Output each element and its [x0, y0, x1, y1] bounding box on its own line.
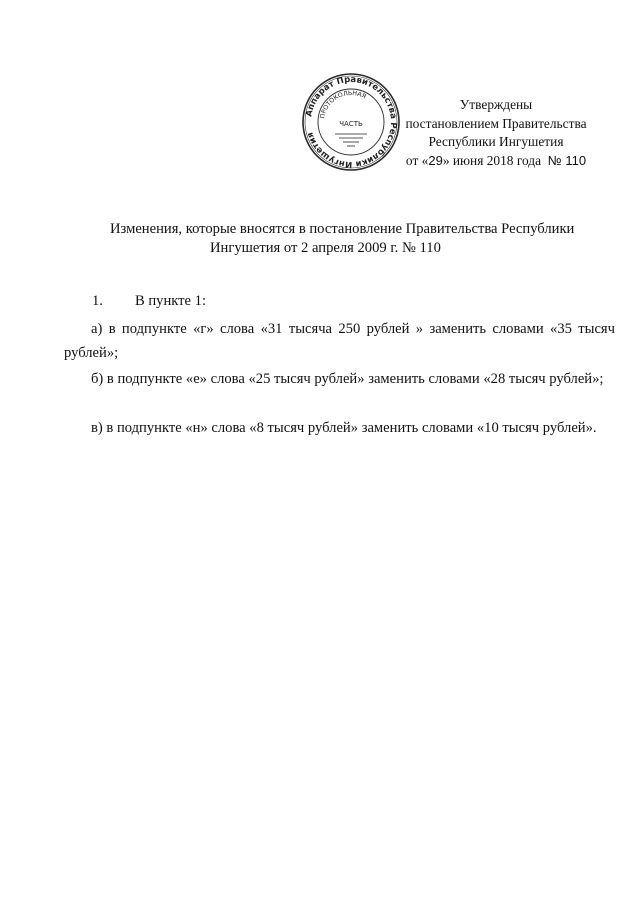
- document-title: [60, 220, 640, 258]
- point-number: 1.: [92, 293, 103, 309]
- seal-outer-text: Аппарат Правительства Республики Ингушетия: [304, 74, 399, 170]
- point-heading: [92, 293, 206, 310]
- approval-republic: Республики Ингушетия: [428, 134, 564, 149]
- seal-inner-text: ПРОТОКОЛЬНАЯ: [319, 89, 368, 120]
- approval-heading: Утверждены: [459, 97, 533, 112]
- subitem-c: в) в подпункте «н» слова «8 тысяч рублей» заменить словами «10 тысяч рублей».: [91, 420, 597, 436]
- date-prefix: от «: [405, 152, 429, 168]
- subitem-a: а) в подпункте «г» слова «31 тысяча 250 рублей » заменить словами «35 тысяч рублей»;: [64, 321, 615, 361]
- resolution-number: № 110: [547, 152, 587, 168]
- date-day: 29: [428, 152, 443, 168]
- title-line-1: Изменения, которые вносятся в постановление Правительства Республики: [110, 221, 575, 237]
- date-rest: » июня 2018 года: [442, 152, 542, 168]
- approval-resolution: постановлением Правительства: [405, 115, 587, 131]
- title-line-2: Ингушетия от 2 апреля 2009 г. № 110: [210, 240, 441, 256]
- seal-center-text: ЧАСТЬ: [339, 120, 363, 128]
- approval-date-line: [370, 152, 622, 171]
- approval-block: [370, 96, 622, 170]
- subitem-b: б) в подпункте «е» слова «25 тысяч рублей» заменить словами «28 тысяч рублей»;: [91, 371, 604, 387]
- point-label: В пункте 1:: [134, 293, 207, 309]
